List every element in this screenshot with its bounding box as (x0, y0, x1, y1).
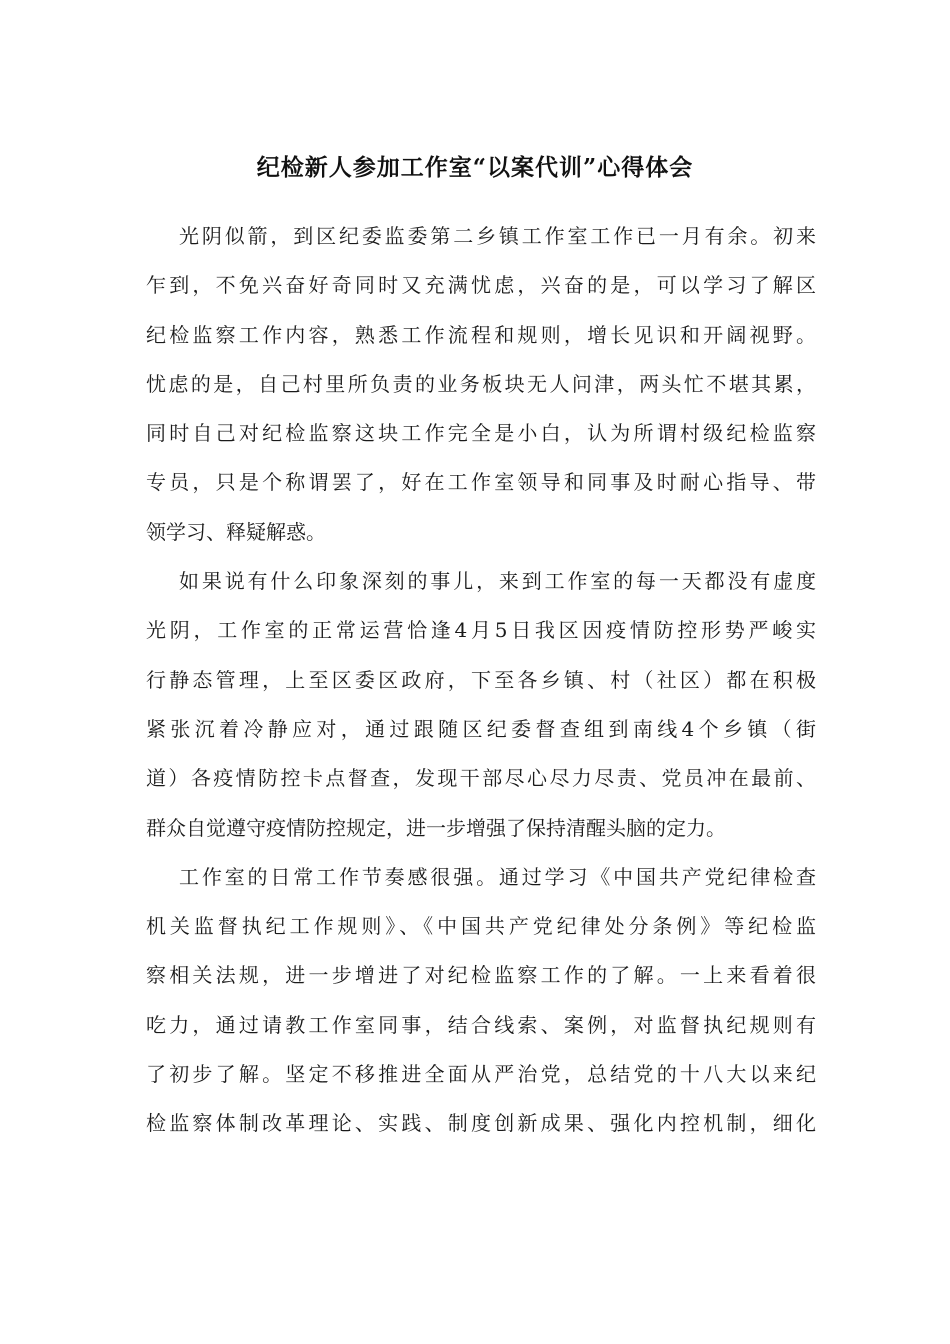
paragraph-line: 紧张沉着冷静应对，通过跟随区纪委督查组到南线4个乡镇（街 (146, 716, 816, 741)
document-body (146, 212, 816, 1149)
paragraph-line: 行静态管理，上至区委区政府，下至各乡镇、村（社区）都在积极 (146, 667, 816, 692)
paragraph-3 (146, 853, 816, 1149)
paragraph-line: 领学习、释疑解惑。 (146, 519, 326, 544)
paragraph-line: 道）各疫情防控卡点督查，发现干部尽心尽力尽责、党员冲在最前、 (146, 766, 816, 791)
paragraph-line: 纪检监察工作内容，熟悉工作流程和规则，增长见识和开阔视野。 (146, 322, 816, 347)
paragraph-line: 检监察体制改革理论、实践、制度创新成果、强化内控机制，细化 (146, 1111, 816, 1136)
paragraph-line: 专员，只是个称谓罢了，好在工作室领导和同事及时耐心指导、带 (146, 470, 816, 495)
paragraph-line: 察相关法规，进一步增进了对纪检监察工作的了解。一上来看着很 (146, 963, 816, 988)
paragraph-line: 工作室的日常工作节奏感很强。通过学习《中国共产党纪律检查 (179, 864, 816, 889)
paragraph-line: 了初步了解。坚定不移推进全面从严治党，总结党的十八大以来纪 (146, 1062, 816, 1087)
paragraph-line: 吃力，通过请教工作室同事，结合线索、案例，对监督执纪规则有 (146, 1012, 816, 1037)
paragraph-line: 如果说有什么印象深刻的事儿，来到工作室的每一天都没有虚度 (179, 569, 816, 594)
paragraph-line: 群众自觉遵守疫情防控规定，进一步增强了保持清醒头脑的定力。 (146, 815, 726, 840)
paragraph-line: 光阴，工作室的正常运营恰逢4月5日我区因疫情防控形势严峻实 (146, 618, 816, 643)
paragraph-line: 光阴似箭，到区纪委监委第二乡镇工作室工作已一月有余。初来 (179, 224, 816, 248)
paragraph-2 (146, 557, 816, 853)
paragraph-line: 乍到，不免兴奋好奇同时又充满忧虑，兴奋的是，可以学习了解区 (146, 273, 816, 298)
document-title: 纪检新人参加工作室“以案代训”心得体会 (256, 154, 694, 181)
paragraph-line: 同时自己对纪检监察这块工作完全是小白，认为所谓村级纪检监察 (146, 421, 816, 446)
paragraph-line: 忧虑的是，自己村里所负责的业务板块无人问津，两头忙不堪其累， (146, 371, 816, 396)
paragraph-line: 机关监督执纪工作规则》、《中国共产党纪律处分条例》等纪检监 (146, 914, 816, 939)
paragraph-1 (146, 212, 816, 557)
